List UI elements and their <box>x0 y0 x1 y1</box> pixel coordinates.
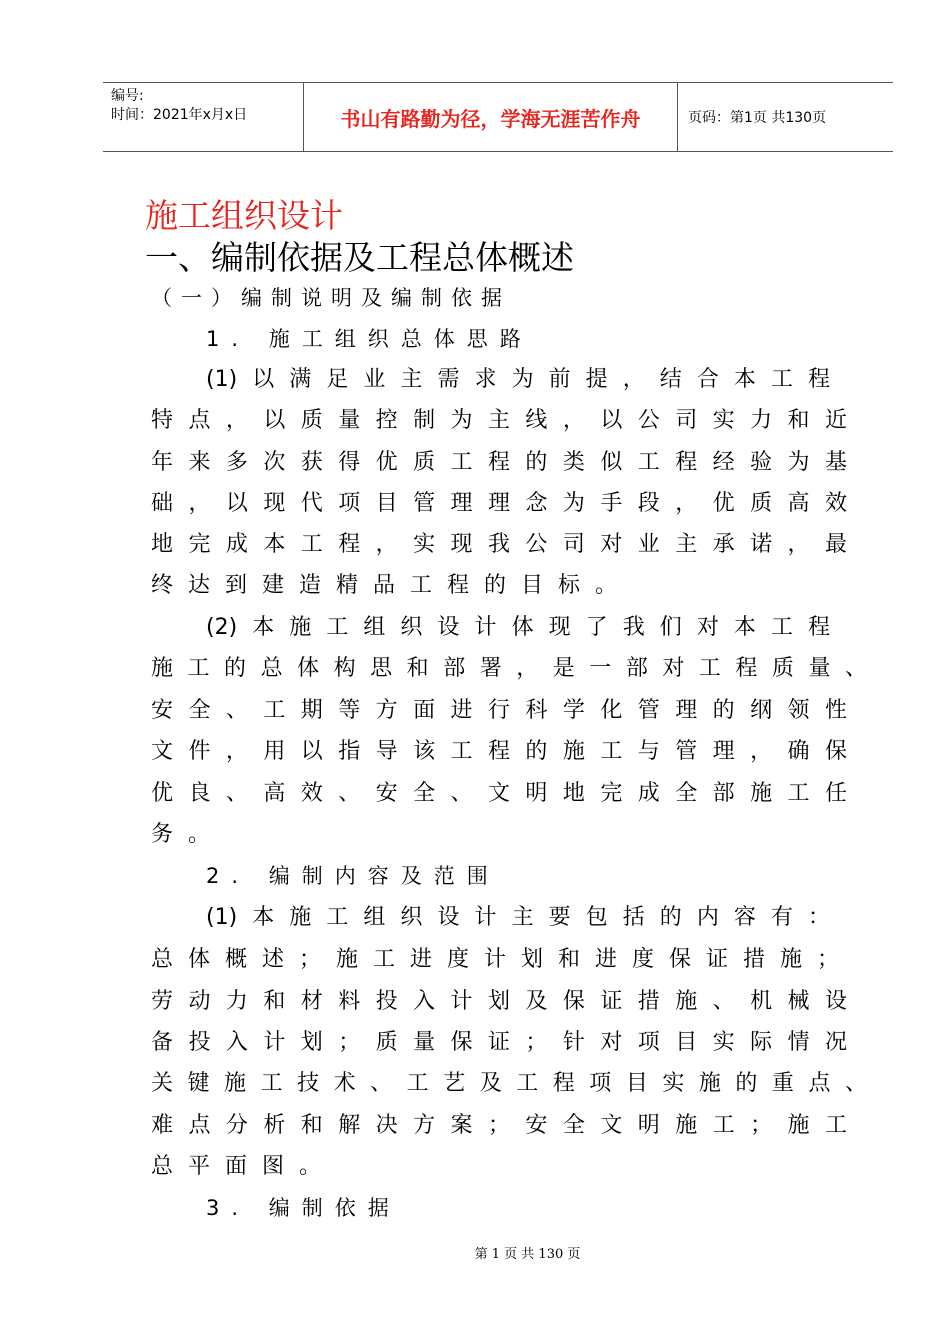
document-time-label: 时间：2021年x月x日 <box>111 107 248 123</box>
paragraph-line: (1)本施工组织设计主要包括的内容有： <box>206 905 830 930</box>
paragraph-line: 地完成本工程，实现我公司对业主承诺，最 <box>151 532 847 557</box>
header-motto: 书山有路勤为径，学海无涯苦作舟 <box>340 106 641 131</box>
item-heading-2: 2. 编制内容及范围 <box>206 864 500 888</box>
section-heading: 一、编制依据及工程总体概述 <box>145 238 574 277</box>
paragraph-line: (1)以满足业主需求为前提，结合本工程 <box>206 367 830 392</box>
item-heading-3: 3. 编制依据 <box>206 1196 401 1220</box>
paragraph-line: 础，以现代项目管理理念为手段，优质高效 <box>151 491 847 516</box>
paragraph-line: 关键施工技术、工艺及工程项目实施的重点、 <box>151 1071 867 1096</box>
paragraph-line: 年来多次获得优质工程的类似工程经验为基 <box>151 450 847 475</box>
paragraph-line: 终达到建造精品工程的目标。 <box>151 573 633 598</box>
paragraph-line: 特点，以质量控制为主线，以公司实力和近 <box>151 408 847 433</box>
paragraph-line: 安全、工期等方面进行科学化管理的纲领性 <box>151 698 847 723</box>
header-meta <box>103 83 304 151</box>
paragraph-line: 文件，用以指导该工程的施工与管理，确保 <box>151 739 847 764</box>
paragraph-line: 总体概述；施工进度计划和进度保证措施； <box>151 947 839 972</box>
paragraph-line: (2)本施工组织设计体现了我们对本工程 <box>206 615 830 640</box>
paragraph-line: 优良、高效、安全、文明地完成全部施工任 <box>151 781 847 806</box>
paragraph-line: 施工的总体构思和部署，是一部对工程质量、 <box>151 656 867 681</box>
header-page-info: 页码：第1页 共130页 <box>688 110 827 126</box>
item-heading-1: 1. 施工组织总体思路 <box>206 327 533 351</box>
page-footer <box>0 1243 950 1262</box>
paragraph-line: 劳动力和材料投入计划及保证措施、机械设 <box>151 989 847 1014</box>
paragraph-line: 备投入计划；质量保证；针对项目实际情况 <box>151 1030 847 1055</box>
paragraph-line: 总平面图。 <box>151 1154 337 1179</box>
header-page-cell <box>678 83 893 151</box>
footer-page-number: 第 1 页 共 130 页 <box>474 1247 581 1262</box>
document-number-label: 编号: <box>111 88 144 104</box>
page-header <box>103 82 893 152</box>
paragraph-line: 难点分析和解决方案；安全文明施工；施工 <box>151 1113 847 1138</box>
header-motto-cell <box>304 83 678 151</box>
subsection-heading: （一）编制说明及编制依据 <box>151 286 511 310</box>
document-title: 施工组织设计 <box>145 196 343 235</box>
paragraph-line: 务。 <box>151 822 226 847</box>
